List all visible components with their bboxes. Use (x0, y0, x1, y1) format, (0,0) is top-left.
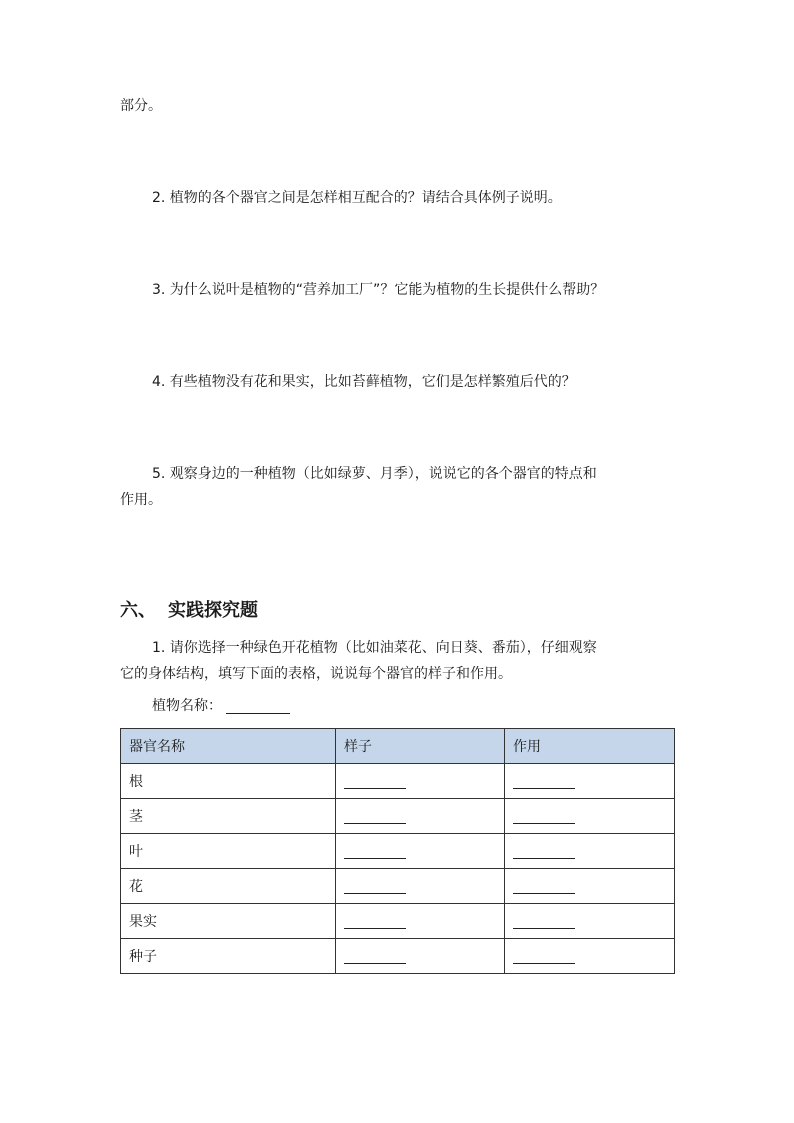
table-row (121, 904, 675, 939)
appearance-blank[interactable] (344, 844, 406, 859)
appearance-blank[interactable] (344, 914, 406, 929)
question-2: 2. 植物的各个器官之间是怎样相互配合的？请结合具体例子说明。 (152, 190, 562, 206)
practice-question-1-line-2: 它的身体结构，填写下面的表格，说说每个器官的样子和作用。 (120, 666, 512, 682)
table-header-row (121, 729, 675, 764)
header-appearance: 样子 (336, 729, 505, 764)
header-function: 作用 (505, 729, 675, 764)
function-cell (505, 904, 675, 939)
function-blank[interactable] (513, 774, 575, 789)
organ-table (120, 728, 675, 974)
appearance-blank[interactable] (344, 809, 406, 824)
organ-name-cell: 花 (121, 869, 336, 904)
function-cell (505, 764, 675, 799)
appearance-cell (336, 799, 505, 834)
practice-question-1-line-1: 1. 请你选择一种绿色开花植物（比如油菜花、向日葵、番茄），仔细观察 (152, 640, 597, 656)
function-cell (505, 799, 675, 834)
plant-name-row (152, 696, 290, 716)
organ-name-cell: 叶 (121, 834, 336, 869)
appearance-cell (336, 939, 505, 974)
question-5-line-2: 作用。 (120, 492, 162, 508)
function-cell (505, 869, 675, 904)
appearance-cell (336, 764, 505, 799)
table-row (121, 869, 675, 904)
appearance-blank[interactable] (344, 879, 406, 894)
function-blank[interactable] (513, 844, 575, 859)
function-blank[interactable] (513, 949, 575, 964)
question-3: 3. 为什么说叶是植物的“营养加工厂”？它能为植物的生长提供什么帮助？ (152, 282, 605, 298)
table-row (121, 834, 675, 869)
function-blank[interactable] (513, 809, 575, 824)
function-cell (505, 834, 675, 869)
appearance-cell (336, 904, 505, 939)
section-number: 六、 (120, 600, 156, 621)
organ-name-cell: 种子 (121, 939, 336, 974)
text-tail: 部分。 (120, 98, 162, 114)
section-title: 实践探究题 (168, 600, 258, 621)
table-row (121, 799, 675, 834)
function-blank[interactable] (513, 879, 575, 894)
plant-name-label: 植物名称： (152, 698, 222, 714)
table-row (121, 764, 675, 799)
appearance-blank[interactable] (344, 774, 406, 789)
question-5-line-1: 5. 观察身边的一种植物（比如绿萝、月季），说说它的各个器官的特点和 (152, 466, 597, 482)
function-cell (505, 939, 675, 974)
organ-name-cell: 果实 (121, 904, 336, 939)
appearance-cell (336, 834, 505, 869)
appearance-cell (336, 869, 505, 904)
plant-name-blank[interactable] (226, 699, 290, 714)
organ-name-cell: 茎 (121, 799, 336, 834)
appearance-blank[interactable] (344, 949, 406, 964)
organ-name-cell: 根 (121, 764, 336, 799)
table-row (121, 939, 675, 974)
section-6-heading (120, 599, 258, 623)
function-blank[interactable] (513, 914, 575, 929)
header-organ-name: 器官名称 (121, 729, 336, 764)
question-4: 4. 有些植物没有花和果实，比如苔藓植物，它们是怎样繁殖后代的？ (152, 374, 576, 390)
